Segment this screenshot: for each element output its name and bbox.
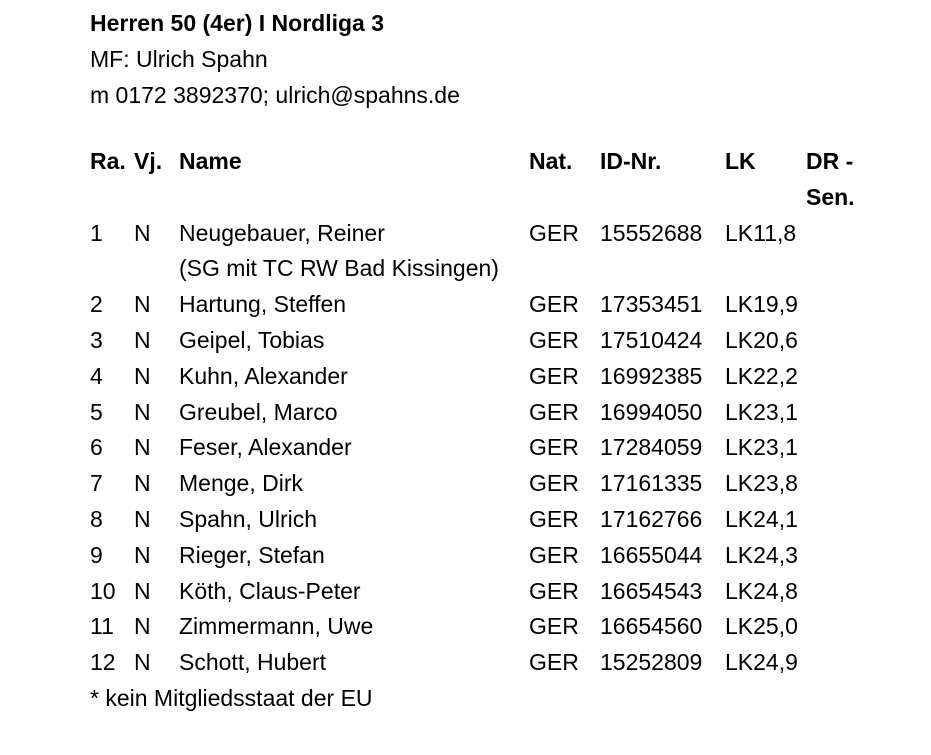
cell-name — [179, 609, 529, 645]
cell-id: 16654543 — [600, 577, 703, 604]
cell-lk: LK19,9 — [725, 291, 798, 318]
col-header-id: ID-Nr. — [600, 148, 662, 174]
cell-nat: GER — [529, 362, 579, 389]
cell-vj: N — [134, 219, 151, 246]
cell-rank: 12 — [90, 649, 116, 676]
cell-id: 16654560 — [600, 613, 703, 640]
cell-dr-sen — [806, 538, 866, 574]
table-row — [90, 466, 866, 502]
cell-nat: GER — [529, 505, 579, 532]
cell-dr-sen — [806, 502, 866, 538]
cell-vj: N — [134, 291, 151, 318]
cell-nat: GER — [529, 291, 579, 318]
cell-rank: 8 — [90, 505, 103, 532]
col-header-nat: Nat. — [529, 148, 573, 174]
cell-name — [179, 574, 529, 610]
cell-lk: LK24,3 — [725, 541, 798, 568]
player-name: Greubel, Marco — [179, 398, 338, 425]
cell-id: 17162766 — [600, 505, 703, 532]
cell-vj: N — [134, 505, 151, 532]
table-row — [90, 574, 866, 610]
col-header-rank: Ra. — [90, 148, 126, 174]
cell-lk: LK24,1 — [725, 505, 798, 532]
cell-id: 16655044 — [600, 541, 703, 568]
cell-rank: 5 — [90, 398, 103, 425]
cell-name — [179, 538, 529, 574]
col-header-dr-sen — [806, 144, 866, 216]
player-name: Geipel, Tobias — [179, 326, 325, 353]
cell-dr-sen — [806, 395, 866, 431]
cell-lk: LK23,1 — [725, 398, 798, 425]
cell-vj: N — [134, 398, 151, 425]
table-row — [90, 538, 866, 574]
cell-rank: 1 — [90, 219, 103, 246]
cell-vj: N — [134, 613, 151, 640]
player-name: Rieger, Stefan — [179, 541, 325, 568]
cell-dr-sen — [806, 466, 866, 502]
player-name: Menge, Dirk — [179, 470, 303, 497]
cell-lk: LK22,2 — [725, 362, 798, 389]
player-name: Feser, Alexander — [179, 434, 352, 461]
player-name: Spahn, Ulrich — [179, 505, 318, 532]
cell-vj: N — [134, 577, 151, 604]
cell-lk: LK25,0 — [725, 613, 798, 640]
cell-rank: 2 — [90, 291, 103, 318]
cell-id: 17284059 — [600, 434, 703, 461]
cell-lk: LK20,6 — [725, 326, 798, 353]
cell-id: 15252809 — [600, 649, 703, 676]
cell-rank: 11 — [90, 613, 114, 640]
table-row — [90, 359, 866, 395]
table-row — [90, 430, 866, 466]
table-row — [90, 287, 866, 323]
col-header-lk: LK — [725, 148, 756, 174]
cell-id: 16992385 — [600, 362, 703, 389]
cell-dr-sen — [806, 323, 866, 359]
cell-nat: GER — [529, 541, 579, 568]
cell-nat: GER — [529, 398, 579, 425]
player-table — [90, 144, 866, 681]
table-header-row — [90, 144, 866, 216]
cell-lk: LK23,8 — [725, 470, 798, 497]
team-contact: m 0172 3892370; ulrich@spahns.de — [90, 82, 460, 108]
cell-rank: 3 — [90, 326, 103, 353]
cell-rank: 9 — [90, 541, 103, 568]
cell-vj: N — [134, 649, 151, 676]
cell-dr-sen — [806, 430, 866, 466]
cell-nat: GER — [529, 613, 579, 640]
player-name: Schott, Hubert — [179, 649, 327, 676]
player-name: Köth, Claus-Peter — [179, 577, 361, 604]
cell-dr-sen — [806, 216, 866, 288]
player-name: Kuhn, Alexander — [179, 362, 348, 389]
cell-nat: GER — [529, 219, 579, 246]
table-row — [90, 323, 866, 359]
cell-name — [179, 502, 529, 538]
footnote: * kein Mitgliedsstaat der EU — [90, 685, 373, 711]
cell-vj: N — [134, 362, 151, 389]
cell-nat: GER — [529, 326, 579, 353]
player-name: Zimmermann, Uwe — [179, 613, 374, 640]
cell-name — [179, 645, 529, 681]
cell-dr-sen — [806, 574, 866, 610]
col-header-dr: DR - — [806, 148, 854, 174]
table-row — [90, 502, 866, 538]
cell-rank: 6 — [90, 434, 103, 461]
cell-name — [179, 395, 529, 431]
table-row — [90, 645, 866, 681]
team-captain: MF: Ulrich Spahn — [90, 46, 268, 72]
cell-name — [179, 287, 529, 323]
col-header-sen: Sen. — [806, 183, 855, 210]
cell-lk: LK23,1 — [725, 434, 798, 461]
cell-vj: N — [134, 326, 151, 353]
player-note: (SG mit TC RW Bad Kissingen) — [179, 255, 499, 282]
cell-rank: 4 — [90, 362, 103, 389]
table-body — [90, 216, 866, 681]
cell-id: 17510424 — [600, 326, 703, 353]
table-row — [90, 395, 866, 431]
cell-nat: GER — [529, 434, 579, 461]
cell-vj: N — [134, 434, 151, 461]
cell-id: 17161335 — [600, 470, 703, 497]
cell-vj: N — [134, 470, 151, 497]
cell-rank: 10 — [90, 577, 116, 604]
table-row — [90, 216, 866, 288]
player-name: Neugebauer, Reiner — [179, 219, 385, 246]
team-title: Herren 50 (4er) I Nordliga 3 — [90, 10, 384, 36]
cell-rank: 7 — [90, 470, 103, 497]
col-header-vj: Vj. — [134, 148, 163, 174]
cell-name — [179, 359, 529, 395]
cell-nat: GER — [529, 577, 579, 604]
cell-lk: LK24,9 — [725, 649, 798, 676]
cell-dr-sen — [806, 609, 866, 645]
col-header-name: Name — [179, 148, 242, 174]
cell-lk: LK11,8 — [725, 219, 797, 246]
player-name: Hartung, Steffen — [179, 291, 347, 318]
cell-dr-sen — [806, 287, 866, 323]
cell-lk: LK24,8 — [725, 577, 798, 604]
cell-name — [179, 216, 529, 288]
cell-name — [179, 323, 529, 359]
cell-id: 17353451 — [600, 291, 703, 318]
cell-vj: N — [134, 541, 151, 568]
cell-id: 15552688 — [600, 219, 703, 246]
cell-nat: GER — [529, 470, 579, 497]
cell-nat: GER — [529, 649, 579, 676]
cell-dr-sen — [806, 645, 866, 681]
cell-name — [179, 430, 529, 466]
team-header — [90, 5, 460, 113]
cell-name — [179, 466, 529, 502]
cell-id: 16994050 — [600, 398, 703, 425]
cell-dr-sen — [806, 359, 866, 395]
table-row — [90, 609, 866, 645]
